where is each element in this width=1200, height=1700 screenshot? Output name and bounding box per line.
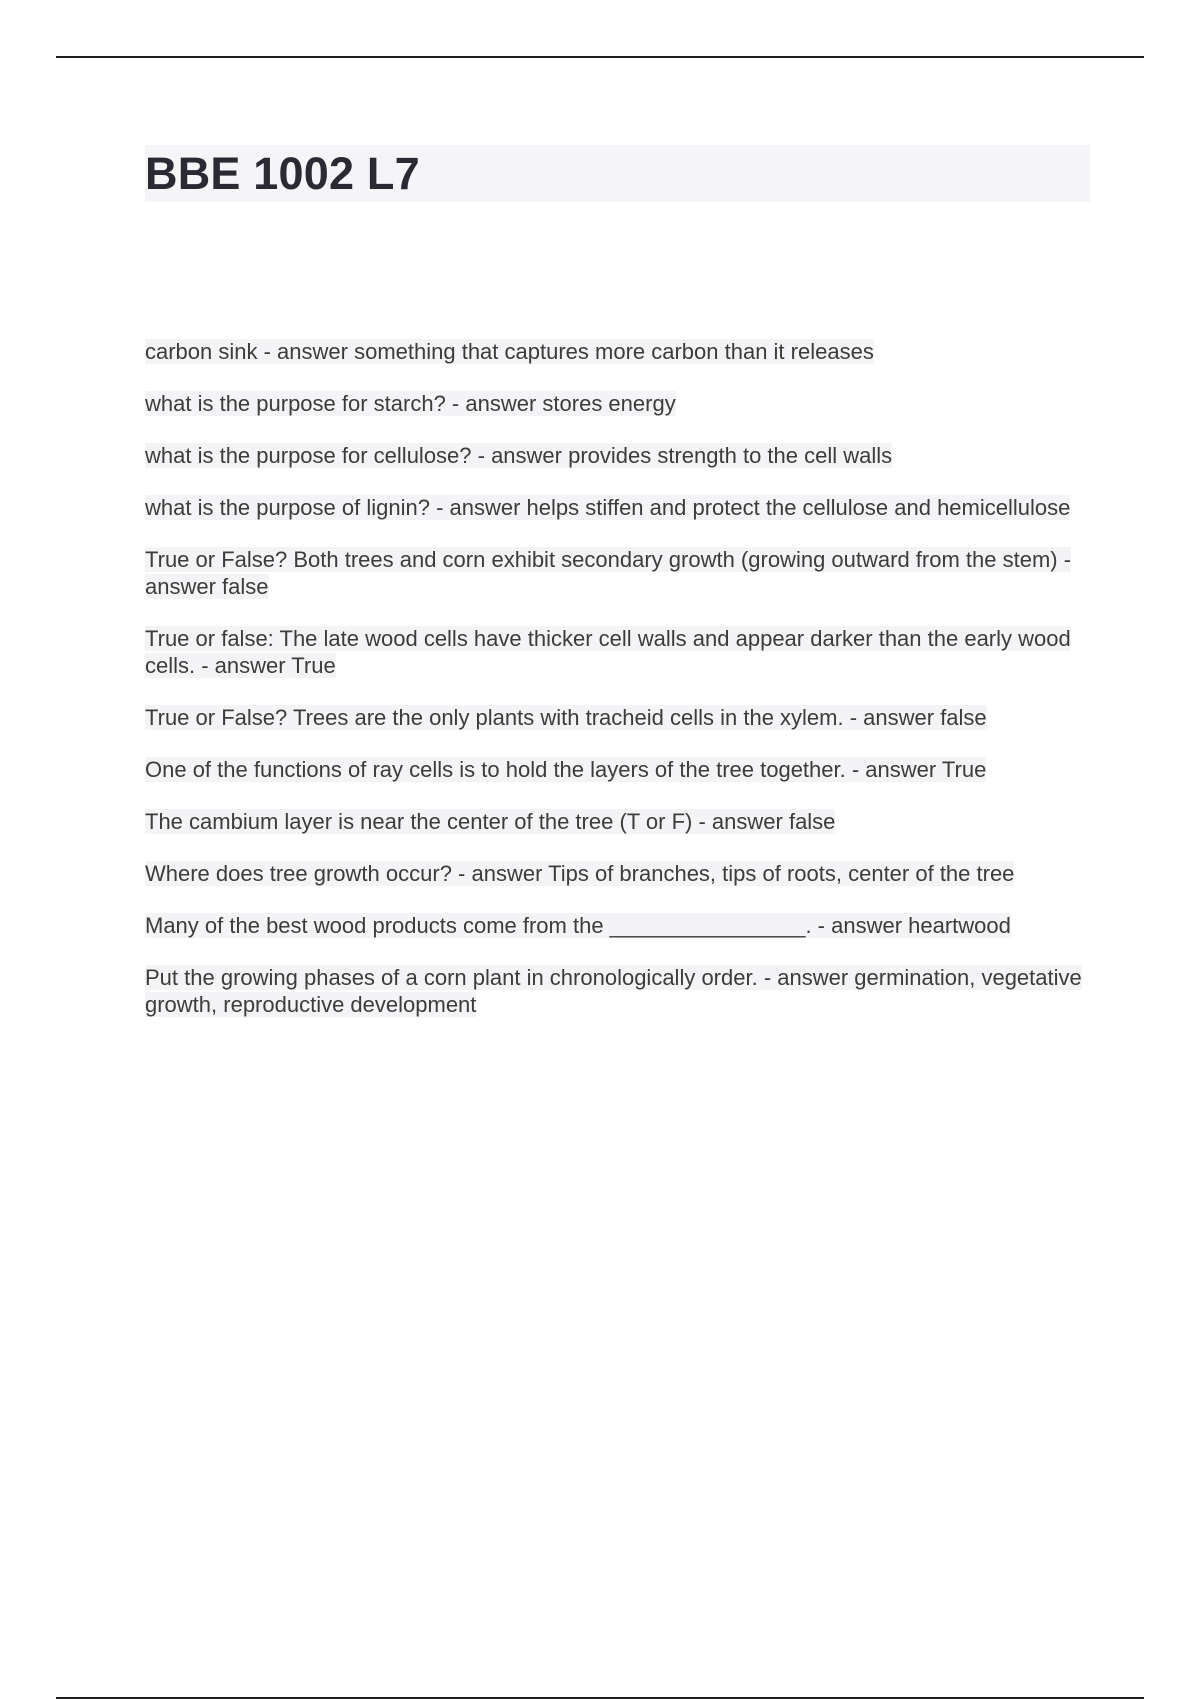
qa-text: True or False? Both trees and corn exhibit secondary growth (growing outward from the stem) - answer false — [145, 547, 1072, 599]
qa-item — [145, 625, 1090, 679]
qa-text: True or false: The late wood cells have thicker cell walls and appear darker than the early wood cells. - answer True — [145, 626, 1071, 678]
qa-text: The cambium layer is near the center of the tree (T or F) - answer false — [145, 809, 836, 834]
qa-item — [145, 546, 1090, 600]
qa-text: True or False? Trees are the only plants with tracheid cells in the xylem. - answer false — [145, 705, 987, 730]
qa-item — [145, 756, 1090, 783]
qa-item — [145, 338, 1090, 365]
qa-item — [145, 964, 1090, 1018]
qa-text: what is the purpose for cellulose? - answer provides strength to the cell walls — [145, 443, 893, 468]
qa-text: Many of the best wood products come from the ________________. - answer heartwood — [145, 913, 1011, 938]
top-rule — [56, 56, 1144, 58]
qa-item — [145, 808, 1090, 835]
qa-item — [145, 390, 1090, 417]
qa-text: carbon sink - answer something that captures more carbon than it releases — [145, 339, 874, 364]
qa-item — [145, 494, 1090, 521]
bottom-rule — [56, 1697, 1144, 1699]
qa-item — [145, 912, 1090, 939]
qa-text: what is the purpose for starch? - answer stores energy — [145, 391, 676, 416]
qa-list — [145, 338, 1090, 1043]
qa-text: what is the purpose of lignin? - answer helps stiffen and protect the cellulose and hemicellulose — [145, 495, 1071, 520]
qa-text: One of the functions of ray cells is to hold the layers of the tree together. - answer True — [145, 757, 987, 782]
document-title: BBE 1002 L7 — [145, 148, 420, 199]
qa-item — [145, 704, 1090, 731]
qa-text: Put the growing phases of a corn plant in chronologically order. - answer germination, vegetative growth, reproductive development — [145, 965, 1082, 1017]
qa-item — [145, 860, 1090, 887]
qa-item — [145, 442, 1090, 469]
qa-text: Where does tree growth occur? - answer Tips of branches, tips of roots, center of the tree — [145, 861, 1015, 886]
